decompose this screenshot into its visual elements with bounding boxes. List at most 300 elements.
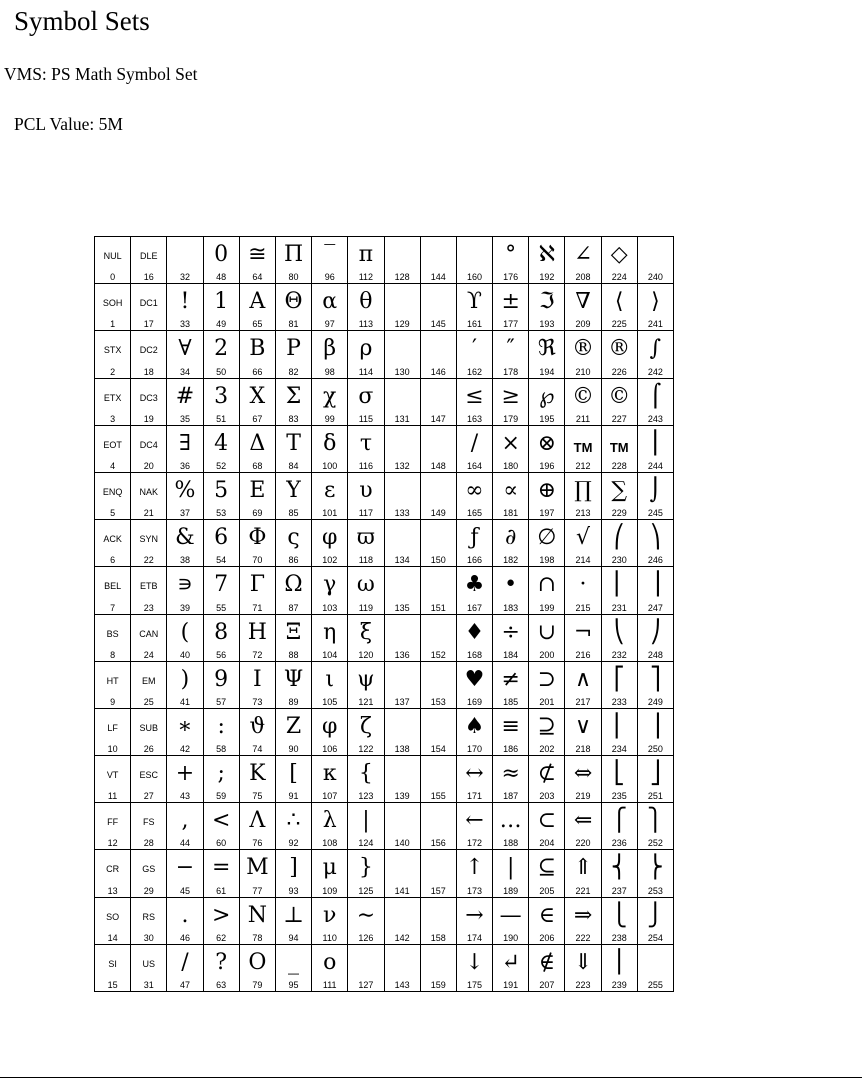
char-code: 105: [322, 696, 338, 707]
char-code: 240: [647, 272, 663, 283]
symbol-glyph: ∪: [537, 619, 557, 645]
symbol-glyph: ⊄: [537, 761, 557, 787]
char-code: 101: [322, 508, 338, 519]
table-cell: [95, 897, 131, 944]
char-code: 197: [539, 508, 555, 519]
symbol-glyph: λ: [322, 808, 337, 834]
symbol-glyph: ⊇: [537, 713, 557, 739]
table-cell: [384, 756, 420, 803]
table-cell: [637, 284, 673, 331]
char-code: 223: [575, 980, 591, 990]
symbol-glyph: ∈: [538, 902, 555, 928]
table-cell: [348, 567, 384, 614]
symbol-glyph: →: [465, 902, 484, 928]
table-cell: [275, 567, 311, 614]
symbol-glyph: Ξ: [285, 619, 302, 645]
char-code: 29: [143, 885, 154, 896]
symbol-glyph: M: [246, 855, 269, 881]
table-cell: [456, 897, 492, 944]
char-code: 53: [216, 508, 227, 519]
char-code: 253: [647, 885, 663, 896]
table-cell: [203, 237, 239, 284]
table-cell: [167, 520, 203, 567]
char-code: 155: [430, 791, 446, 802]
table-row: [95, 237, 674, 284]
symbol-glyph: ∉: [538, 949, 555, 975]
char-code: 178: [503, 366, 519, 377]
char-code: 127: [358, 980, 374, 990]
table-row: [95, 756, 674, 803]
symbol-glyph: !: [180, 289, 190, 315]
char-code: 21: [143, 508, 154, 519]
char-code: 18: [143, 366, 154, 377]
table-cell: [275, 425, 311, 472]
symbol-glyph: ∑: [611, 477, 628, 503]
table-cell: [275, 614, 311, 661]
char-code: 198: [539, 555, 555, 566]
char-code: 77: [252, 885, 263, 896]
char-code: 229: [611, 508, 627, 519]
symbol-glyph: ⎪: [610, 949, 628, 975]
table-cell: [275, 803, 311, 850]
symbol-glyph: ∂: [504, 525, 517, 551]
symbol-glyph: ®: [572, 336, 595, 362]
table-cell: [456, 614, 492, 661]
control-abbr: FF: [107, 817, 119, 828]
table-cell: [239, 425, 275, 472]
char-code: 221: [575, 885, 591, 896]
table-cell: [167, 897, 203, 944]
table-cell: [203, 803, 239, 850]
char-code: 250: [647, 744, 663, 755]
symbol-glyph: π: [358, 242, 374, 267]
table-cell: [348, 803, 384, 850]
table-cell: [167, 425, 203, 472]
table-row: [95, 661, 674, 708]
char-code: 47: [179, 980, 190, 990]
table-cell: [312, 614, 348, 661]
char-code: 152: [430, 649, 446, 660]
table-cell: [239, 756, 275, 803]
symbol-glyph: Ω: [284, 572, 303, 598]
table-cell: [167, 803, 203, 850]
char-code: 159: [430, 980, 446, 990]
table-cell: [348, 850, 384, 897]
table-cell: [275, 897, 311, 944]
control-abbr: SYN: [139, 534, 159, 545]
symbol-glyph: ◇: [610, 242, 628, 267]
symbol-glyph: ρ: [359, 336, 373, 362]
symbol-glyph: Y: [286, 477, 301, 503]
table-cell: [95, 284, 131, 331]
table-cell: [529, 284, 565, 331]
char-code: 66: [252, 366, 263, 377]
table-cell: [131, 897, 167, 944]
char-code: 50: [216, 366, 227, 377]
symbol-glyph: 7: [214, 572, 229, 598]
char-code: 19: [143, 413, 154, 424]
char-code: 78: [252, 932, 263, 943]
symbol-glyph: {: [358, 761, 373, 787]
char-code: 110: [322, 932, 337, 943]
char-code: 88: [288, 649, 299, 660]
symbol-glyph: ⇒: [573, 902, 593, 928]
char-code: 63: [216, 980, 227, 990]
table-cell: [601, 944, 637, 991]
symbol-glyph: ←: [465, 808, 484, 834]
symbol-glyph: H: [247, 619, 267, 645]
char-code: 3: [110, 413, 116, 424]
table-cell: [239, 614, 275, 661]
symbol-glyph: ∞: [465, 477, 484, 503]
char-code: 208: [575, 272, 591, 283]
char-code: 85: [288, 508, 299, 519]
char-code: 83: [288, 413, 299, 424]
char-code: 148: [430, 460, 446, 471]
symbol-glyph: K: [249, 761, 266, 787]
table-cell: [275, 472, 311, 519]
table-cell: [348, 944, 384, 991]
char-code: 96: [324, 272, 335, 283]
char-code: 218: [575, 744, 591, 755]
table-cell: [384, 472, 420, 519]
char-code: 247: [647, 602, 663, 613]
char-code: 99: [324, 413, 335, 424]
table-cell: [167, 567, 203, 614]
symbol-glyph: ∧: [574, 666, 592, 692]
char-code: 164: [466, 460, 482, 471]
char-code: 59: [216, 791, 227, 802]
control-abbr: CR: [106, 864, 120, 875]
table-cell: [167, 237, 203, 284]
table-cell: [493, 520, 529, 567]
symbol-set-name: VMS: PS Math Symbol Set: [4, 64, 198, 84]
table-cell: [493, 284, 529, 331]
char-code: 72: [252, 649, 263, 660]
table-cell: [601, 756, 637, 803]
symbol-glyph: 5: [214, 477, 229, 503]
symbol-glyph: ©: [572, 383, 595, 409]
symbol-glyph: Ψ: [283, 666, 304, 692]
char-code: 230: [611, 555, 627, 566]
symbol-glyph: |: [362, 808, 370, 834]
char-code: 68: [252, 460, 263, 471]
table-cell: [529, 944, 565, 991]
char-code: 108: [322, 838, 338, 849]
char-code: 80: [288, 272, 299, 283]
char-code: 179: [503, 413, 519, 424]
control-abbr: ESC: [139, 770, 159, 781]
char-code: 245: [647, 508, 663, 519]
char-code: 56: [216, 649, 227, 660]
table-cell: [384, 850, 420, 897]
symbol-glyph: ∏: [574, 477, 592, 503]
symbol-glyph: ×: [501, 430, 520, 456]
char-code: 211: [575, 413, 591, 424]
control-abbr: NUL: [103, 251, 122, 261]
table-cell: [312, 567, 348, 614]
table-cell: [203, 472, 239, 519]
table-cell: [312, 850, 348, 897]
table-cell: [565, 425, 601, 472]
table-cell: [456, 661, 492, 708]
symbol-glyph: ⟨: [614, 289, 624, 315]
char-code: 32: [179, 272, 190, 283]
table-cell: [637, 708, 673, 755]
control-abbr: ACK: [103, 534, 122, 545]
char-code: 202: [539, 744, 555, 755]
table-cell: [493, 378, 529, 425]
table-cell: [601, 378, 637, 425]
symbol-glyph: ⎟: [649, 572, 661, 598]
control-abbr: US: [142, 958, 156, 969]
symbol-glyph: ϑ: [249, 713, 266, 739]
symbol-glyph: ♣: [464, 572, 485, 598]
char-code: 27: [143, 791, 154, 802]
table-cell: [203, 708, 239, 755]
table-cell: [456, 284, 492, 331]
symbol-glyph: ℑ: [539, 289, 555, 315]
char-code: 139: [394, 791, 410, 802]
table-cell: [529, 708, 565, 755]
char-code: 10: [107, 744, 118, 755]
table-cell: [493, 331, 529, 378]
table-cell: [348, 614, 384, 661]
table-cell: [456, 756, 492, 803]
table-cell: [637, 331, 673, 378]
symbol-glyph: ≥: [501, 383, 520, 409]
symbol-glyph: ⊕: [537, 477, 557, 503]
table-row: [95, 708, 674, 755]
char-code: 137: [394, 696, 410, 707]
char-code: 8: [110, 649, 116, 660]
table-cell: [565, 661, 601, 708]
char-code: 186: [503, 744, 519, 755]
char-code: 214: [575, 555, 591, 566]
table-cell: [493, 708, 529, 755]
control-abbr: EOT: [103, 439, 122, 450]
char-code: 233: [611, 696, 627, 707]
char-code: 225: [611, 319, 627, 330]
table-cell: [95, 756, 131, 803]
symbol-glyph: 8: [214, 619, 229, 645]
table-cell: [348, 708, 384, 755]
symbol-glyph: χ: [323, 383, 337, 409]
table-cell: [601, 661, 637, 708]
char-code: 147: [430, 413, 446, 424]
table-cell: [565, 803, 601, 850]
table-cell: [384, 661, 420, 708]
table-cell: [348, 425, 384, 472]
table-cell: [637, 425, 673, 472]
table-cell: [637, 897, 673, 944]
table-cell: [601, 614, 637, 661]
char-code: 235: [611, 791, 627, 802]
char-code: 175: [466, 980, 482, 990]
table-cell: [131, 567, 167, 614]
char-code: 177: [503, 319, 519, 330]
table-cell: [529, 661, 565, 708]
symbol-glyph: [: [289, 761, 298, 787]
char-code: 7: [110, 602, 116, 613]
char-code: 136: [394, 649, 410, 660]
char-code: 28: [143, 838, 154, 849]
char-code: 129: [394, 319, 410, 330]
table-cell: [95, 472, 131, 519]
symbol-glyph: O: [248, 949, 267, 975]
char-code: 37: [179, 508, 190, 519]
char-code: 65: [252, 319, 263, 330]
symbol-glyph: ∼: [356, 902, 376, 928]
char-code: 26: [143, 744, 154, 755]
symbol-glyph: δ: [323, 430, 337, 456]
table-cell: [275, 756, 311, 803]
control-abbr: NAK: [139, 486, 159, 497]
char-code: 97: [324, 319, 335, 330]
char-code: 86: [288, 555, 299, 566]
table-cell: [493, 897, 529, 944]
table-cell: [203, 897, 239, 944]
table-cell: [203, 614, 239, 661]
symbol-glyph: α: [322, 289, 338, 315]
symbol-glyph: Σ: [285, 383, 302, 409]
symbol-glyph: ν: [323, 902, 337, 928]
page-title: Symbol Sets: [14, 6, 150, 36]
table-cell: [493, 472, 529, 519]
table-cell: [637, 850, 673, 897]
char-code: 70: [252, 555, 263, 566]
char-code: 95: [288, 980, 299, 990]
symbol-glyph: ∇: [575, 289, 591, 315]
char-code: 219: [575, 791, 591, 802]
char-code: 207: [539, 980, 555, 990]
symbol-glyph: γ: [323, 572, 337, 598]
symbol-glyph: ⊆: [537, 855, 557, 881]
char-code: 134: [394, 555, 410, 566]
char-code: 118: [358, 555, 374, 566]
table-cell: [312, 944, 348, 991]
symbol-glyph: ⎣: [613, 761, 625, 787]
symbol-glyph: %: [174, 477, 196, 503]
symbol-glyph: ⎨: [610, 855, 628, 881]
table-cell: [529, 425, 565, 472]
table-row: [95, 284, 674, 331]
char-code: 190: [503, 932, 519, 943]
table-cell: [239, 520, 275, 567]
control-abbr: STX: [103, 345, 122, 356]
char-code: 210: [575, 366, 591, 377]
char-code: 91: [288, 791, 299, 802]
table-cell: [384, 237, 420, 284]
symbol-glyph: A: [249, 289, 266, 315]
char-code: 62: [216, 932, 227, 943]
symbol-glyph: υ: [359, 477, 373, 503]
symbol-glyph: °: [505, 242, 517, 267]
symbol-glyph: √: [576, 525, 591, 551]
table-cell: [312, 237, 348, 284]
table-cell: [565, 331, 601, 378]
table-cell: [420, 803, 456, 850]
table-row: [95, 567, 674, 614]
symbol-glyph: ;: [217, 761, 225, 787]
char-code: 20: [143, 460, 154, 471]
control-abbr: FS: [143, 817, 155, 828]
char-code: 102: [322, 555, 338, 566]
char-code: 111: [322, 980, 337, 990]
char-code: 22: [143, 555, 154, 566]
table-cell: [529, 756, 565, 803]
char-code: 15: [107, 980, 118, 990]
symbol-glyph: TM: [573, 439, 593, 455]
symbol-glyph: 1: [214, 289, 229, 315]
char-code: 241: [647, 319, 663, 330]
table-cell: [131, 472, 167, 519]
table-cell: [493, 567, 529, 614]
table-cell: [95, 425, 131, 472]
char-code: 42: [179, 744, 190, 755]
table-cell: [167, 708, 203, 755]
symbol-glyph: ⊥: [283, 902, 304, 928]
char-code: 234: [611, 744, 627, 755]
symbol-glyph: 3: [214, 383, 229, 409]
char-code: 255: [647, 980, 663, 990]
char-code: 205: [539, 885, 555, 896]
table-cell: [493, 803, 529, 850]
symbol-glyph: β: [323, 336, 337, 362]
char-code: 199: [539, 602, 555, 613]
table-cell: [239, 237, 275, 284]
symbol-glyph: #: [175, 383, 195, 409]
control-abbr: BEL: [104, 581, 122, 592]
char-code: 181: [503, 508, 519, 519]
table-cell: [167, 284, 203, 331]
table-cell: [637, 567, 673, 614]
table-cell: [529, 237, 565, 284]
char-code: 58: [216, 744, 227, 755]
char-code: 213: [575, 508, 591, 519]
symbol-glyph: ≠: [501, 666, 520, 692]
table-cell: [95, 378, 131, 425]
table-cell: [203, 284, 239, 331]
char-code: 244: [647, 460, 663, 471]
char-code: 132: [394, 460, 410, 471]
symbol-glyph: ψ: [357, 666, 375, 692]
symbol-glyph: ∝: [503, 477, 519, 503]
table-cell: [312, 331, 348, 378]
char-code: 237: [611, 885, 627, 896]
char-code: 51: [216, 413, 227, 424]
symbol-glyph: _: [288, 949, 300, 975]
char-code: 249: [647, 696, 663, 707]
table-cell: [203, 331, 239, 378]
table-cell: [131, 944, 167, 991]
symbol-glyph: ⎧: [610, 808, 628, 834]
symbol-glyph: ⎥: [649, 713, 661, 739]
table-cell: [312, 472, 348, 519]
char-code: 168: [466, 649, 482, 660]
control-abbr: LF: [107, 722, 118, 733]
char-code: 196: [539, 460, 555, 471]
symbol-glyph: ⇑: [573, 855, 593, 881]
symbol-glyph: ℘: [539, 383, 555, 409]
table-cell: [637, 803, 673, 850]
char-code: 141: [394, 885, 410, 896]
table-row: [95, 850, 674, 897]
char-code: 49: [216, 319, 227, 330]
table-cell: [637, 614, 673, 661]
symbol-glyph: ″: [506, 336, 515, 362]
table-cell: [420, 378, 456, 425]
